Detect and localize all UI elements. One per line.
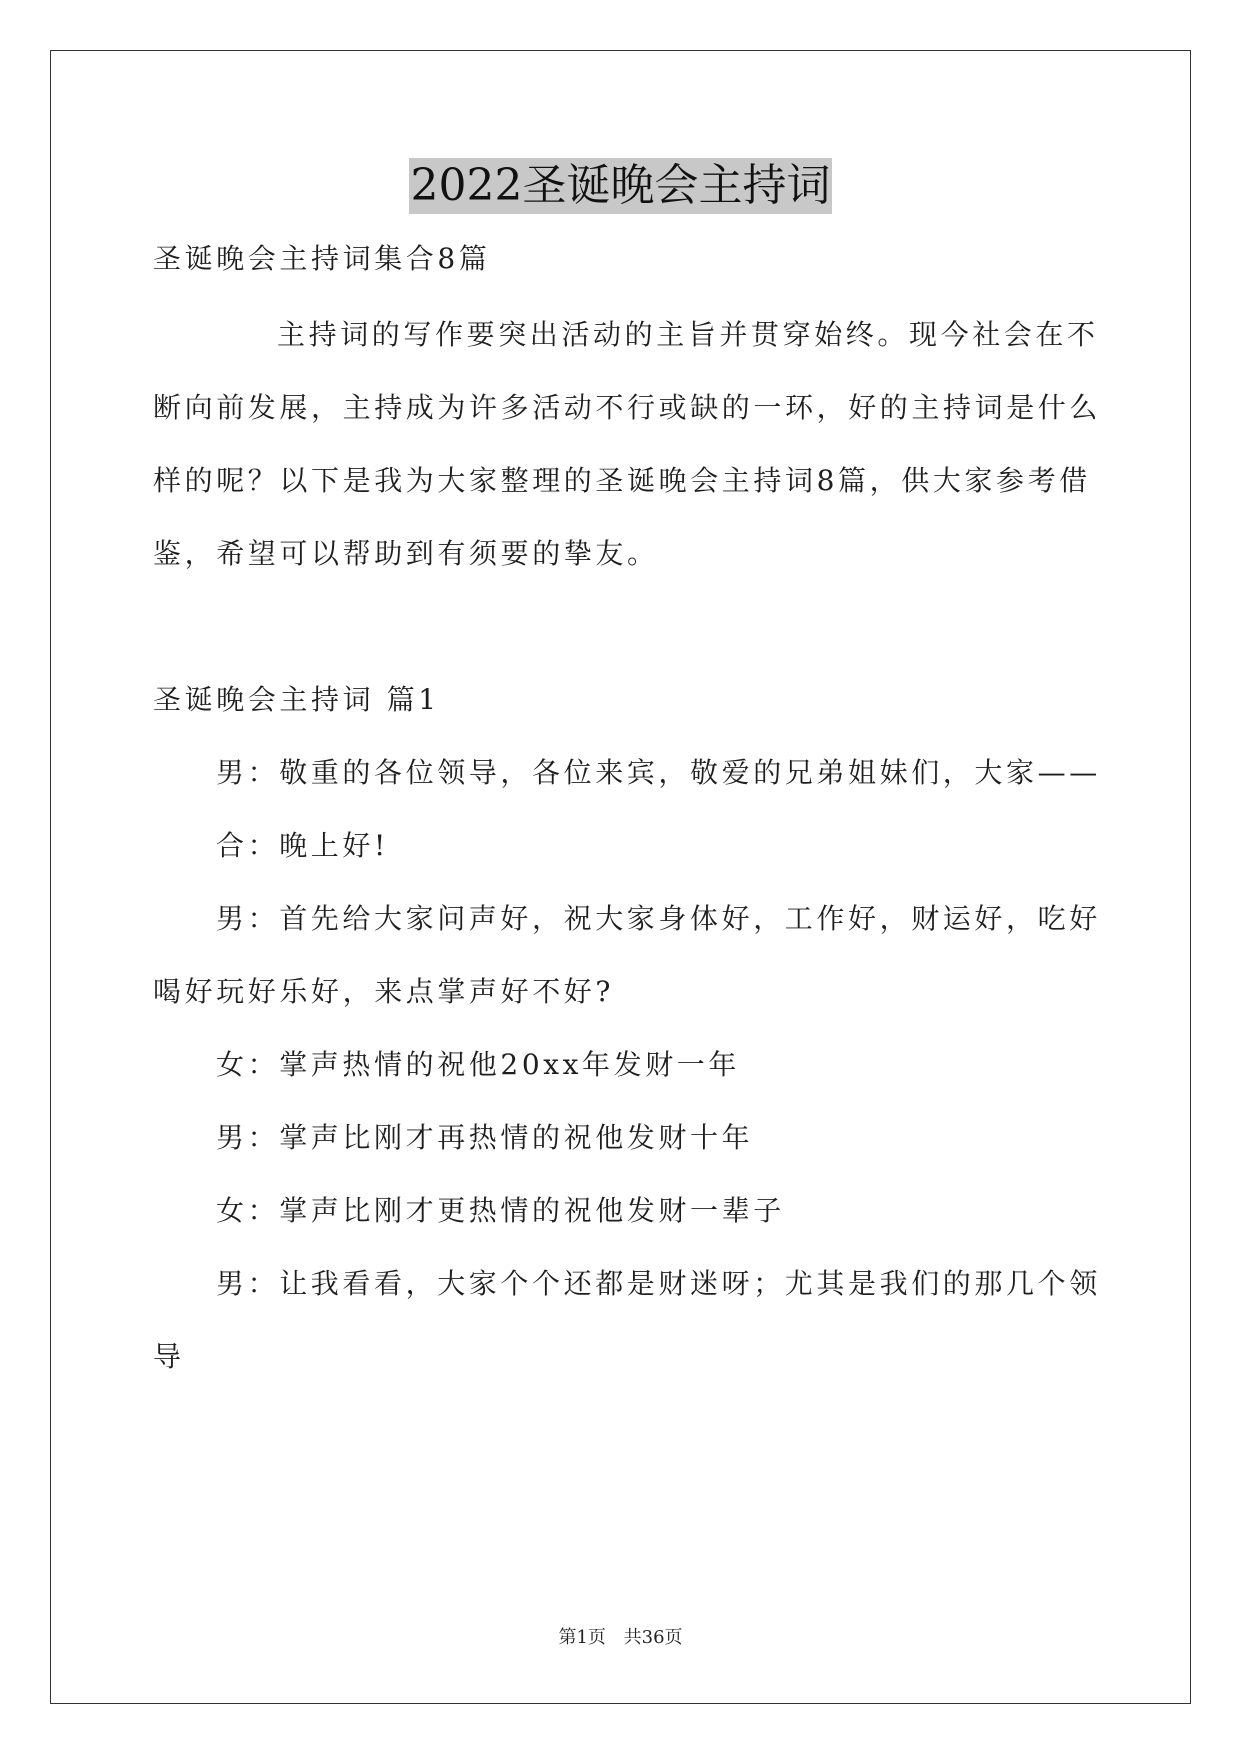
document-title: 2022圣诞晚会主持词 [409,158,833,214]
dialogue-line-1: 男：敬重的各位领导，各位来宾，敬爱的兄弟姐妹们，大家—— [216,756,1101,789]
dialogue-line-3: 男：首先给大家问声好，祝大家身体好，工作好，财运好，吃好 [216,902,1101,935]
dialogue-line-9: 导 [153,1340,185,1373]
intro-line-4: 鉴，希望可以帮助到有须要的挚友。 [153,537,659,570]
dialogue-line-2: 合：晚上好! [216,829,389,862]
title-block [0,158,1241,214]
page-total: 共36页 [623,1627,683,1648]
dialogue-line-6: 男：掌声比刚才再热情的祝他发财十年 [216,1121,754,1154]
intro-line-2: 断向前发展，主持成为许多活动不行或缺的一环，好的主持词是什么 [153,391,1102,424]
page-footer [0,1627,1241,1649]
intro-line-3: 样的呢？以下是我为大家整理的圣诞晚会主持词8篇，供大家参考借 [153,464,1091,497]
dialogue-line-4: 喝好玩好乐好，来点掌声好不好? [153,975,615,1008]
intro-line-1: 主持词的写作要突出活动的主旨并贯穿始终。现今社会在不 [277,318,1099,351]
dialogue-line-7: 女：掌声比刚才更热情的祝他发财一辈子 [216,1194,785,1227]
dialogue-line-8: 男：让我看看，大家个个还都是财迷呀；尤其是我们的那几个领 [216,1267,1101,1300]
page-number: 第1页 [558,1627,606,1648]
page-border [50,50,1191,1704]
dialogue-line-5: 女：掌声热情的祝他20xx年发财一年 [216,1048,741,1081]
section-heading: 圣诞晚会主持词 篇1 [153,683,440,716]
document-subtitle: 圣诞晚会主持词集合8篇 [153,242,491,275]
